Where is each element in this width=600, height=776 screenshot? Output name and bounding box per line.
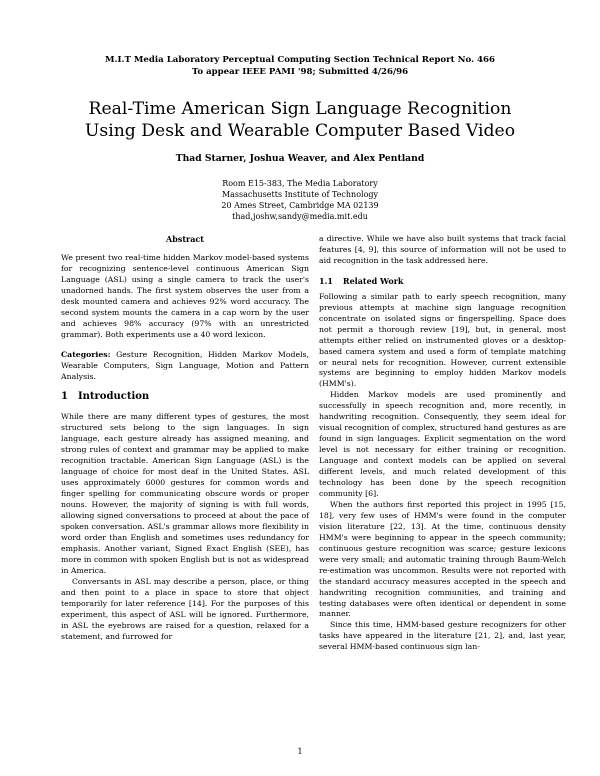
- right-column: [319, 234, 566, 653]
- related-work-paragraph-2: Hidden Markov models are used prominently and successfully in speech recognition and, more recently, in handwriting recognition. Consequently, they seem ideal for visual recognition of complex, structured hand gestures as are found in sign languages. Explicit segmentation on the word level is not necessary for either training or recognition. Language and context models can be applied on several different levels, and much related development of this technology has been done by the speech recognition community [6].: [319, 390, 566, 498]
- report-header-line-2: To appear IEEE PAMI '98; Submitted 4/26/96: [191, 67, 409, 77]
- left-column: [61, 234, 309, 642]
- section-number: 1: [61, 391, 68, 403]
- address-line-2: Massachusetts Institute of Technology: [221, 190, 379, 199]
- intro-paragraph-1: While there are many different types of gestures, the most structured sets belong to the sign languages. In sign language, each gesture already has assigned meaning, and strong rules of context and grammar may be applied to make recognition tractable. American Sign Language (ASL) is the language of choice for most deaf in the United States. ASL uses approximately 6000 gestures for common words and finger spelling for communicating obscure words or proper nouns. However, the majority of signing is with full words, allowing signed conversations to proceed at about the pace of spoken conversation. ASL's grammar allows more flexibility in word order than English and sometimes uses redundancy for emphasis. Another variant, Signed Exact English (SEE), has more in common with spoken English but is not as widespread in America.: [61, 412, 309, 575]
- report-header-line-1: M.I.T Media Laboratory Perceptual Computing Section Technical Report No. 466: [105, 55, 495, 65]
- subsection-number: 1.1: [319, 275, 333, 286]
- paper-title: [0, 98, 600, 142]
- abstract-text: We present two real-time hidden Markov model-based systems for recognizing sentence-level continuous American Sign Language (ASL) using a single camera to track the user's unadorned hands. The first system observes the user from a desk mounted camera and achieves 92% word accuracy. The second system mounts the camera in a cap worn by the user and achieves 98% accuracy (97% with an unrestricted grammar). Both experiments use a 40 word lexicon.: [61, 253, 309, 339]
- report-header: [0, 54, 600, 78]
- author-list: Thad Starner, Joshua Weaver, and Alex Pentland: [175, 153, 425, 164]
- abstract-heading: Abstract: [166, 234, 204, 244]
- paper-title-line-2: Using Desk and Wearable Computer Based Video: [84, 121, 516, 141]
- related-work-paragraph-4: Since this time, HMM-based gesture recognizers for other tasks have appeared in the literature [21, 2], and, last year, several HMM-based continuous sign lan-: [319, 620, 566, 652]
- section-heading-introduction: [61, 392, 309, 403]
- address-line-1: Room E15-383, The Media Laboratory: [222, 179, 378, 188]
- subsection-heading-related-work: [319, 276, 566, 287]
- categories-label: Categories:: [61, 349, 111, 359]
- categories: [61, 350, 309, 383]
- intro-paragraph-2-continued: a directive. While we have also built systems that track facial features [4, 9], this source of information will not be used to aid recognition in the task addressed here.: [319, 234, 566, 265]
- categories-text: Gesture Recognition, Hidden Markov Models, Wearable Computers, Sign Language, Motion and Pattern Analysis.: [61, 349, 310, 381]
- intro-paragraph-2: Conversants in ASL may describe a person, place, or thing and then point to a place in space to store that object temporarily for later reference [14]. For the purposes of this experiment, this aspect of ASL will be ignored. Furthermore, in ASL the eyebrows are raised for a question, relaxed for a statement, and furrowed for: [61, 576, 309, 641]
- related-work-paragraph-1: Following a similar path to early speech recognition, many previous attempts at machine sign language recognition concentrate on isolated signs or fingerspelling. Space does not permit a thorough review [19], but, in general, most attempts either relied on instrumented gloves or a desktop-based camera system and used a form of template matching or neural nets for recognition. However, current extensible systems are beginning to employ hidden Markov models (HMM's).: [319, 291, 566, 389]
- address-line-3: 20 Ames Street, Cambridge MA 02139: [221, 201, 379, 210]
- paper-title-line-1: Real-Time American Sign Language Recognition: [88, 99, 512, 119]
- page-number: 1: [297, 747, 303, 756]
- address-email: thad,joshw,sandy@media.mit.edu: [232, 212, 368, 221]
- related-work-paragraph-3: When the authors first reported this project in 1995 [15, 18], very few uses of HMM's were found in the computer vision literature [22, 13]. At the time, continuous density HMM's were beginning to appear in the speech community; continuous gesture recognition was scarce; gesture lexicons were very small; and automatic training through Baum-Welch re-estimation was uncommon. Results were not reported with the standard accuracy measures accepted in the speech and handwriting recognition communities, and training and testing databases were often identical or dependent in some manner.: [319, 499, 566, 619]
- subsection-title: Related Work: [342, 275, 404, 286]
- section-title: Introduction: [77, 391, 150, 403]
- author-address: [0, 178, 600, 222]
